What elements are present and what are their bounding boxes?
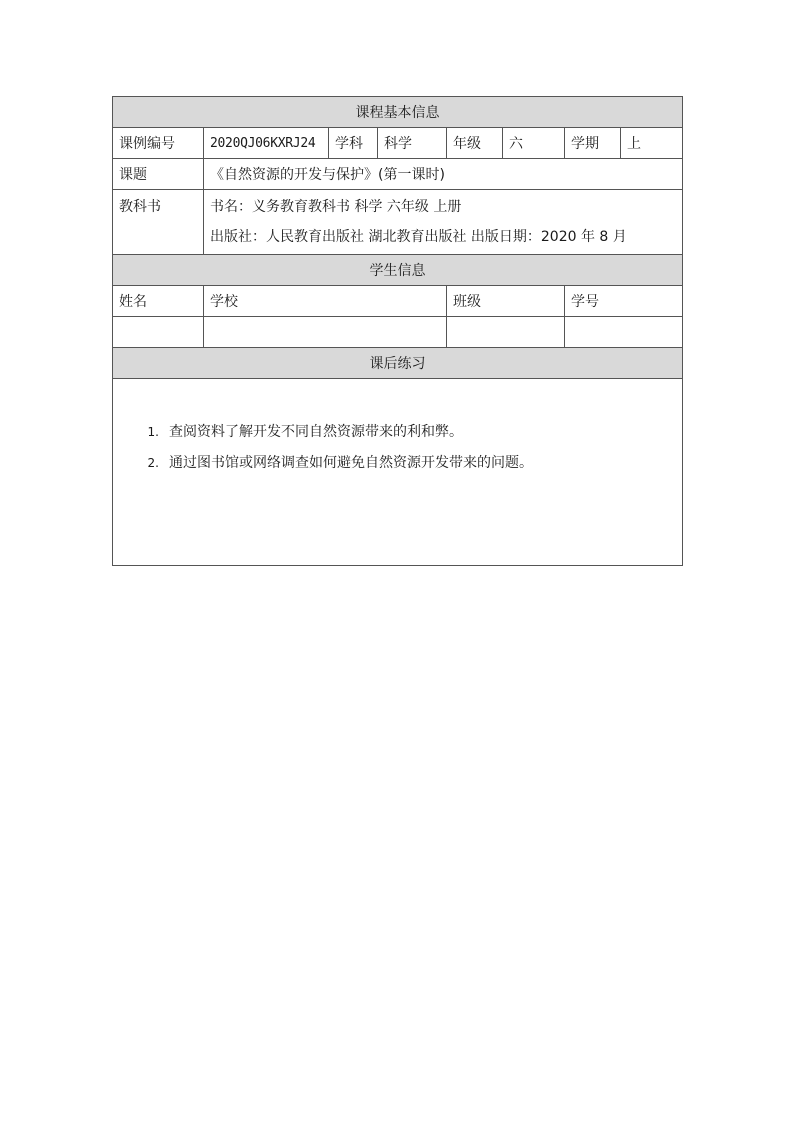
student-id-label: 学号 — [565, 286, 683, 317]
exercise-number: 2. — [147, 456, 159, 470]
class-field[interactable] — [447, 317, 565, 348]
grade-label: 年级 — [447, 128, 503, 159]
subject-value: 科学 — [378, 128, 447, 159]
term-value: 上 — [621, 128, 683, 159]
exercise-item — [113, 417, 682, 448]
textbook-label — [113, 190, 204, 255]
course-info-table — [112, 96, 683, 566]
course-info-header: 课程基本信息 — [113, 97, 683, 128]
publisher-info: 出版社：人民教育出版社 湖北教育出版社 出版日期：2020 年 8 月 — [210, 229, 627, 245]
textbook-value — [204, 190, 683, 255]
homework-header: 课后练习 — [113, 348, 683, 379]
exercise-item — [113, 448, 682, 479]
course-id-value: 2020QJ06KXRJ24 — [204, 128, 329, 159]
topic-label: 课题 — [113, 159, 204, 190]
student-info-header: 学生信息 — [113, 255, 683, 286]
subject-label: 学科 — [329, 128, 378, 159]
exercise-list — [113, 417, 682, 479]
grade-value: 六 — [503, 128, 565, 159]
class-label: 班级 — [447, 286, 565, 317]
homework-content — [113, 379, 683, 566]
course-id-label: 课例编号 — [113, 128, 204, 159]
school-field[interactable] — [204, 317, 447, 348]
name-label: 姓名 — [113, 286, 204, 317]
student-id-field[interactable] — [565, 317, 683, 348]
exercise-text: 通过图书馆或网络调查如何避免自然资源开发带来的问题。 — [169, 455, 533, 471]
book-name: 书名：义务教育教科书 科学 六年级 上册 — [210, 199, 462, 215]
textbook-label-text: 教科书 — [119, 199, 161, 215]
name-field[interactable] — [113, 317, 204, 348]
school-label: 学校 — [204, 286, 447, 317]
exercise-text: 查阅资料了解开发不同自然资源带来的利和弊。 — [169, 424, 463, 440]
term-label: 学期 — [565, 128, 621, 159]
exercise-number: 1. — [147, 425, 159, 439]
topic-value: 《自然资源的开发与保护》(第一课时) — [204, 159, 683, 190]
